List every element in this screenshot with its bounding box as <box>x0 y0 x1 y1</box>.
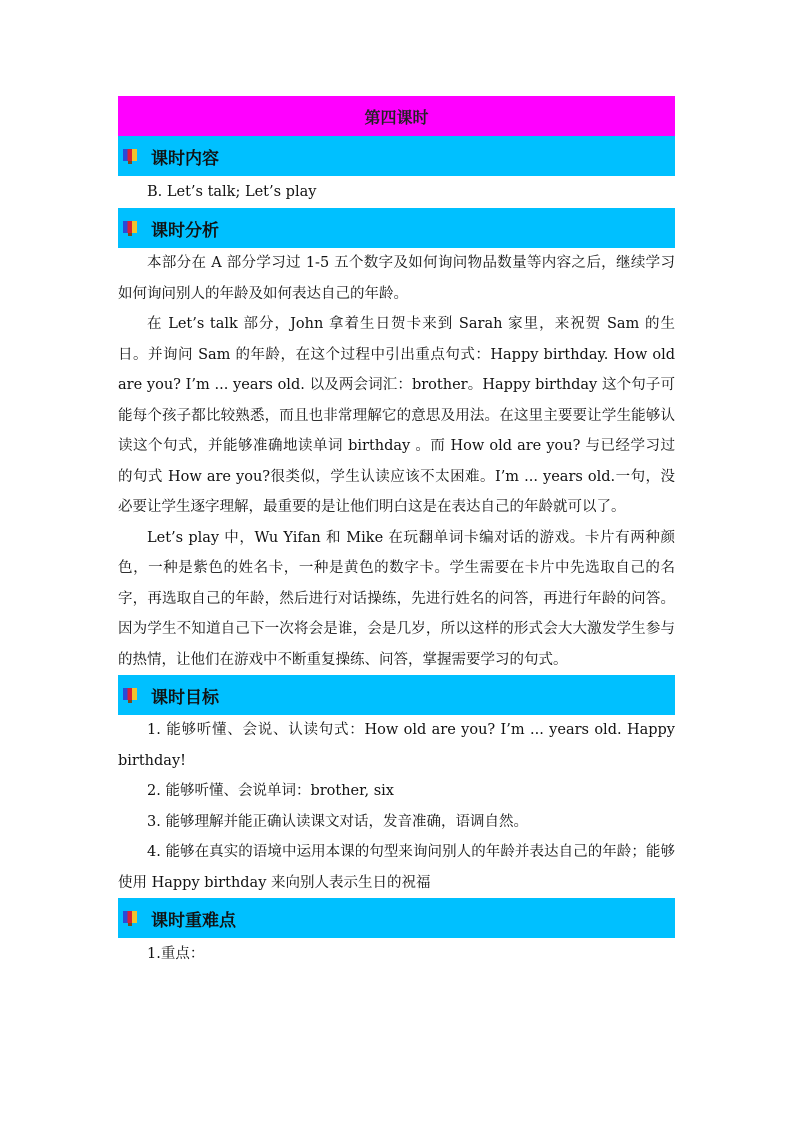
section-heading-objectives <box>118 675 675 715</box>
lesson-title-bar <box>118 96 675 136</box>
lesson-title: 第四课时 <box>364 107 429 127</box>
analysis-paragraph: Let’s play 中，Wu Yifan 和 Mike 在玩翻单词卡编对话的游戏。卡片有两种颜色，一种是紫色的姓名卡，一种是黄色的数字卡。学生需要在卡片中先选取自己的名字，再选取自己的年龄，然后进行对话操练，先进行姓名的问答，再进行年龄的问答。因为学生不知道自己下一次将会是谁，会是几岁，所以这样的形式会大大激发学生参与的热情，让他们在游戏中不断重复操练、问答，掌握需要学习的句式。 <box>118 529 675 668</box>
section-heading-analysis <box>118 208 675 248</box>
document-page <box>118 96 675 970</box>
key-point-item: 1.重点： <box>147 946 205 962</box>
objective-item: 1. 能够听懂、会说、认读句式：How old are you? I’m ... years old. Happy birthday! <box>118 722 675 769</box>
objective-item: 3. 能够理解并能正确认读课文对话，发音准确，语调自然。 <box>147 813 528 830</box>
objective-item: 4. 能够在真实的语境中运用本课的句型来询问别人的年龄并表达自己的年龄；能够使用 Happy birthday 来向别人表示生日的祝福 <box>118 844 675 891</box>
analysis-paragraph: 在 Let’s talk 部分，John 拿着生日贺卡来到 Sarah 家里，来祝贺 Sam 的生日。并询问 Sam 的年龄，在这个过程中引出重点句式：Happy birthday. How old are you? I’m ... years old. 以及两会词汇：brother。Happy birthday 这个句子可能每个孩子都比较熟悉，而且也非常理解它的意思及用法。在这里主要要让学生能够认读这个句式，并能够准确地读单词 birthday 。而 How old are you? 与已经学习过的句式 How are you?很类似，学生认读应该不太困难。I’m ... years old.一句，没必要让学生逐字理解，最重要的是让他们明白这是在表达自己的年龄就可以了。 <box>118 316 675 515</box>
objective-item: 2. 能够听懂、会说单词：brother, six <box>147 783 394 799</box>
bullet-flag-icon <box>123 149 137 163</box>
section-heading-label: 课时重难点 <box>151 910 236 931</box>
content-paragraph: B. Let’s talk; Let’s play <box>147 184 317 200</box>
section-heading-label: 课时内容 <box>151 148 219 169</box>
section-heading-key-points <box>118 898 675 938</box>
bullet-flag-icon <box>123 911 137 925</box>
section-heading-label: 课时分析 <box>151 220 219 241</box>
bullet-flag-icon <box>123 688 137 702</box>
bullet-flag-icon <box>123 221 137 235</box>
analysis-paragraph: 本部分在 A 部分学习过 1-5 五个数字及如何询问物品数量等内容之后，继续学习如何询问别人的年龄及如何表达自己的年龄。 <box>118 255 675 302</box>
section-heading-content <box>118 136 675 176</box>
section-heading-label: 课时目标 <box>151 687 219 708</box>
